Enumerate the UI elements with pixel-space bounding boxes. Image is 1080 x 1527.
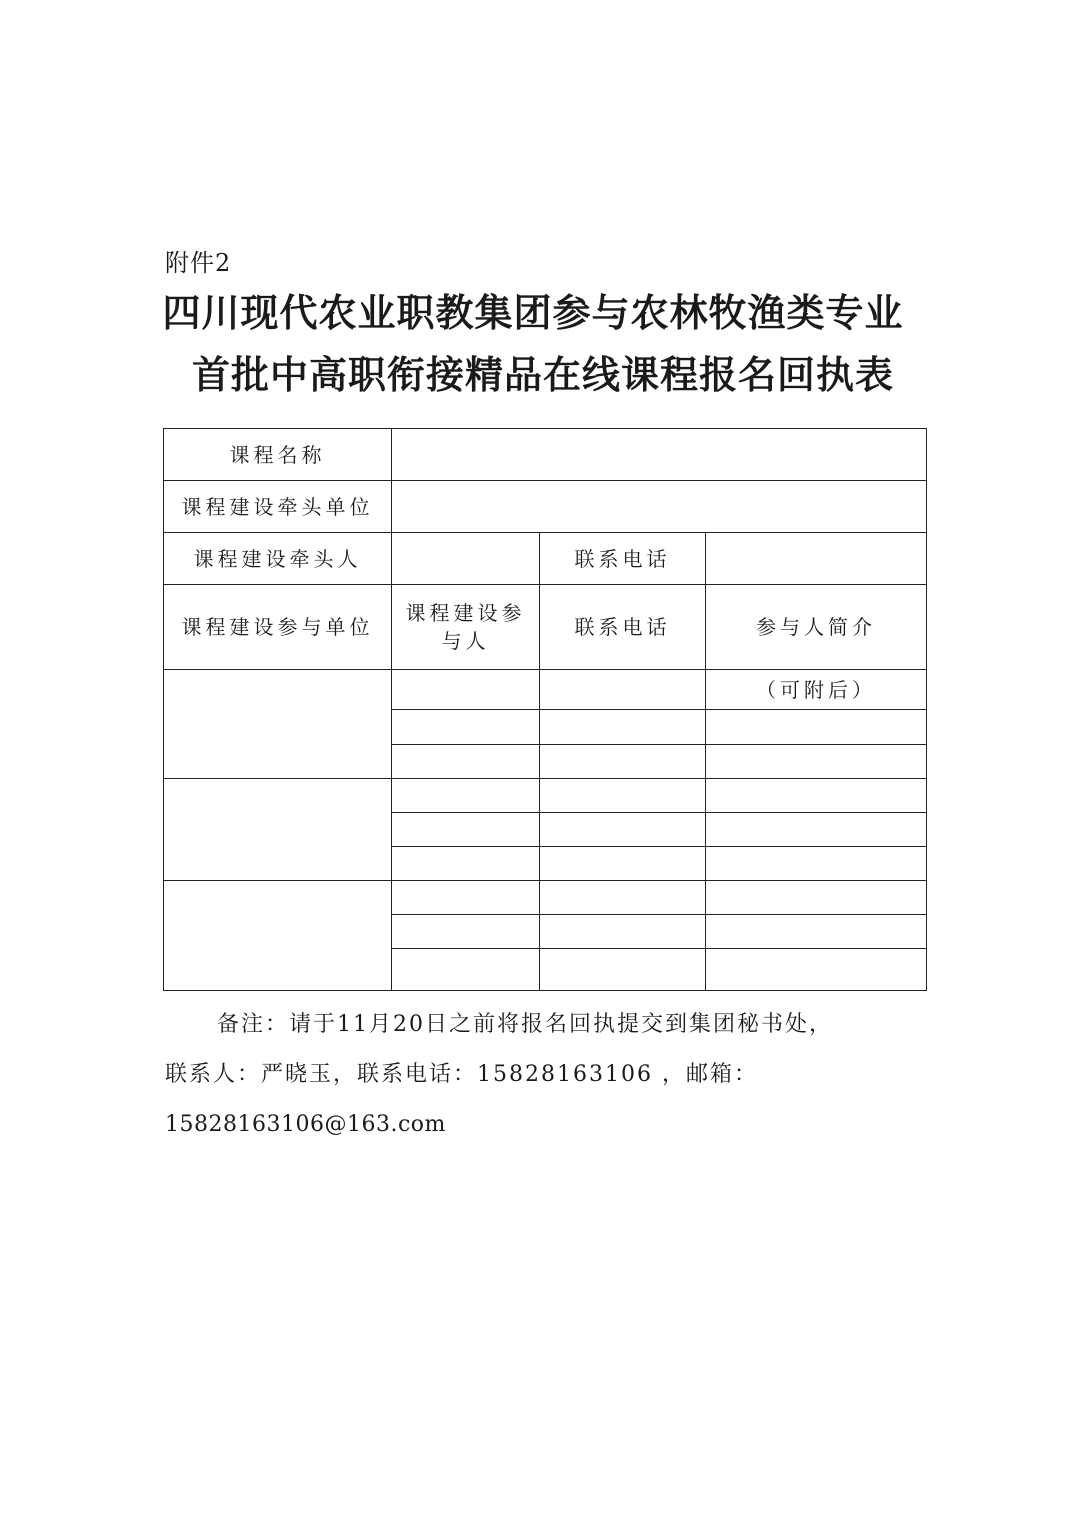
lead-person-field[interactable] [392,533,540,585]
participant-unit-field[interactable] [164,881,392,991]
participant-phone-field[interactable] [540,915,706,949]
participant-bio-field[interactable] [706,847,927,881]
participant-bio-note: （可附后） [706,670,927,710]
participant-bio-field[interactable] [706,915,927,949]
participant-field[interactable] [392,745,540,779]
participant-phone-field[interactable] [540,670,706,710]
course-name-label: 课程名称 [164,429,392,481]
note-line-2: 联系人：严晓玉，联系电话：15828163106 ，邮箱： [165,1062,758,1087]
participant-phone-field[interactable] [540,881,706,915]
participant-bio-field[interactable] [706,881,927,915]
participant-phone-field[interactable] [540,813,706,847]
participant-phone-label: 联系电话 [540,585,706,670]
course-name-field[interactable] [392,429,927,481]
participant-field[interactable] [392,915,540,949]
participant-label: 课程建设参与人 [392,585,540,670]
participant-field[interactable] [392,779,540,813]
registration-form-table [163,428,927,991]
table-row [164,670,927,710]
note-line-1: 备注：请于11月20日之前将报名回执提交到集团秘书处， [217,1012,833,1037]
participant-field[interactable] [392,813,540,847]
lead-phone-label: 联系电话 [540,533,706,585]
participant-bio-field[interactable] [706,779,927,813]
participant-phone-field[interactable] [540,745,706,779]
participant-phone-field[interactable] [540,710,706,745]
participant-field[interactable] [392,670,540,710]
participant-bio-field[interactable] [706,813,927,847]
participant-bio-field[interactable] [706,745,927,779]
participant-bio-field[interactable] [706,949,927,991]
participant-bio-field[interactable] [706,710,927,745]
attachment-label: 附件2 [165,249,232,277]
row-participant-header [164,585,927,670]
lead-person-label: 课程建设牵头人 [164,533,392,585]
participant-unit-field[interactable] [164,670,392,779]
contact-email[interactable]: 15828163106@163.com [165,1112,446,1137]
table-row [164,881,927,915]
row-lead-person [164,533,927,585]
lead-unit-label: 课程建设牵头单位 [164,481,392,533]
lead-phone-field[interactable] [706,533,927,585]
participant-field[interactable] [392,881,540,915]
participant-field[interactable] [392,847,540,881]
page-title-line-2: 首批中高职衔接精品在线课程报名回执表 [191,353,894,397]
table-row [164,779,927,813]
page-title-line-1: 四川现代农业职教集团参与农林牧渔类专业 [162,291,904,335]
participant-field[interactable] [392,949,540,991]
participant-unit-label: 课程建设参与单位 [164,585,392,670]
participant-unit-field[interactable] [164,779,392,881]
row-lead-unit [164,481,927,533]
participant-bio-label: 参与人简介 [706,585,927,670]
lead-unit-field[interactable] [392,481,927,533]
participant-phone-field[interactable] [540,847,706,881]
participant-phone-field[interactable] [540,949,706,991]
participant-phone-field[interactable] [540,779,706,813]
participant-field[interactable] [392,710,540,745]
row-course-name [164,429,927,481]
